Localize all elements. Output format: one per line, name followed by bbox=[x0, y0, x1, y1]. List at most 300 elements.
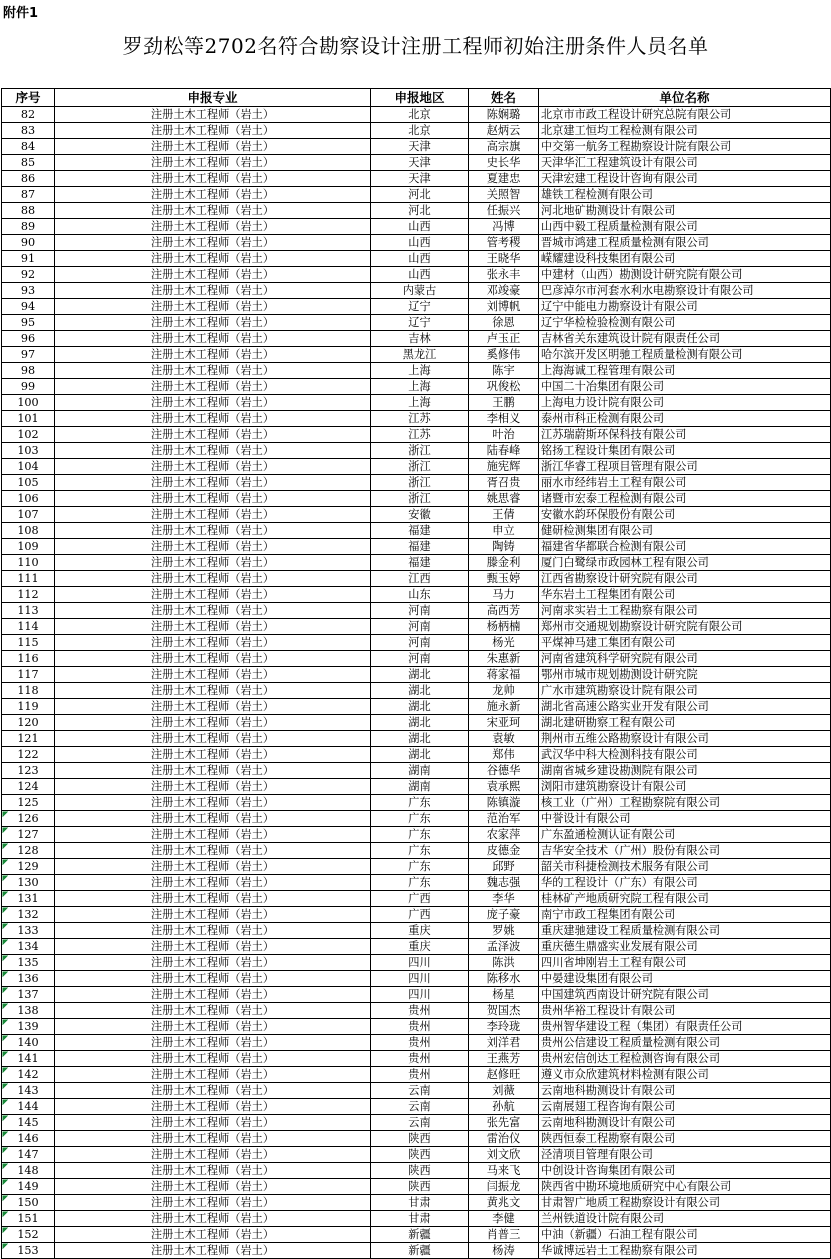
row-index: 105 bbox=[2, 475, 55, 491]
row-organization: 吉华安全技术（广州）股份有限公司 bbox=[539, 843, 831, 859]
table-row bbox=[2, 1019, 831, 1035]
row-organization: 中交第一航务工程勘察设计院有限公司 bbox=[539, 139, 831, 155]
row-organization: 贵州智华建设工程（集团）有限责任公司 bbox=[539, 1019, 831, 1035]
row-index: 137 bbox=[2, 987, 55, 1003]
table-row bbox=[2, 747, 831, 763]
row-specialty: 注册土木工程师（岩土） bbox=[55, 379, 371, 395]
row-index: 139 bbox=[2, 1019, 55, 1035]
row-specialty: 注册土木工程师（岩土） bbox=[55, 315, 371, 331]
row-organization: 甘肃智广地质工程勘察设计有限公司 bbox=[539, 1195, 831, 1211]
table-row bbox=[2, 571, 831, 587]
row-person-name: 刘文欣 bbox=[469, 1147, 539, 1163]
row-specialty: 注册土木工程师（岩土） bbox=[55, 1163, 371, 1179]
row-organization: 辽宁华检检验检测有限公司 bbox=[539, 315, 831, 331]
row-region: 陕西 bbox=[371, 1147, 469, 1163]
row-region: 上海 bbox=[371, 379, 469, 395]
row-index: 103 bbox=[2, 443, 55, 459]
row-index: 106 bbox=[2, 491, 55, 507]
table-row bbox=[2, 923, 831, 939]
row-specialty: 注册土木工程师（岩土） bbox=[55, 971, 371, 987]
row-region: 广东 bbox=[371, 795, 469, 811]
row-organization: 中建材（山西）勘测设计研究院有限公司 bbox=[539, 267, 831, 283]
row-index: 135 bbox=[2, 955, 55, 971]
row-region: 新疆 bbox=[371, 1243, 469, 1259]
row-specialty: 注册土木工程师（岩土） bbox=[55, 603, 371, 619]
row-person-name: 叶治 bbox=[469, 427, 539, 443]
table-row bbox=[2, 1147, 831, 1163]
row-person-name: 杨柄楠 bbox=[469, 619, 539, 635]
row-organization: 嵘耀建设科技集团有限公司 bbox=[539, 251, 831, 267]
row-index: 109 bbox=[2, 539, 55, 555]
row-organization: 郑州市交通规划勘察设计研究院有限公司 bbox=[539, 619, 831, 635]
table-row bbox=[2, 1099, 831, 1115]
row-specialty: 注册土木工程师（岩土） bbox=[55, 827, 371, 843]
row-organization: 巴彦淖尔市河套水利水电勘察设计有限公司 bbox=[539, 283, 831, 299]
row-region: 广西 bbox=[371, 891, 469, 907]
row-index: 107 bbox=[2, 507, 55, 523]
table-row bbox=[2, 907, 831, 923]
document-title: 罗劲松等2702名符合勘察设计注册工程师初始注册条件人员名单 bbox=[122, 34, 709, 58]
row-specialty: 注册土木工程师（岩土） bbox=[55, 411, 371, 427]
row-index: 127 bbox=[2, 827, 55, 843]
row-specialty: 注册土木工程师（岩土） bbox=[55, 619, 371, 635]
row-organization: 北京建工恒均工程检测有限公司 bbox=[539, 123, 831, 139]
table-header-row bbox=[2, 89, 831, 107]
row-person-name: 胥召贵 bbox=[469, 475, 539, 491]
row-person-name: 罗姚 bbox=[469, 923, 539, 939]
table-row bbox=[2, 971, 831, 987]
row-organization: 湖南省城乡建设勘测院有限公司 bbox=[539, 763, 831, 779]
row-organization: 陕西省中勘环境地质研究中心有限公司 bbox=[539, 1179, 831, 1195]
row-specialty: 注册土木工程师（岩土） bbox=[55, 187, 371, 203]
row-region: 河南 bbox=[371, 619, 469, 635]
row-region: 陕西 bbox=[371, 1179, 469, 1195]
row-region: 山西 bbox=[371, 219, 469, 235]
row-region: 广西 bbox=[371, 907, 469, 923]
row-specialty: 注册土木工程师（岩土） bbox=[55, 107, 371, 123]
table-row bbox=[2, 299, 831, 315]
row-specialty: 注册土木工程师（岩土） bbox=[55, 171, 371, 187]
row-person-name: 李健 bbox=[469, 1211, 539, 1227]
row-organization: 天津宏建工程设计咨询有限公司 bbox=[539, 171, 831, 187]
row-person-name: 王燕芳 bbox=[469, 1051, 539, 1067]
row-organization: 四川省坤刚岩土工程有限公司 bbox=[539, 955, 831, 971]
row-region: 新疆 bbox=[371, 1227, 469, 1243]
row-person-name: 肖普三 bbox=[469, 1227, 539, 1243]
row-specialty: 注册土木工程师（岩土） bbox=[55, 555, 371, 571]
table-row bbox=[2, 1163, 831, 1179]
row-organization: 浏阳市建筑勘察设计有限公司 bbox=[539, 779, 831, 795]
row-person-name: 施永新 bbox=[469, 699, 539, 715]
row-organization: 铭扬工程设计集团有限公司 bbox=[539, 443, 831, 459]
row-organization: 辽宁中能电力勘察设计有限公司 bbox=[539, 299, 831, 315]
row-index: 121 bbox=[2, 731, 55, 747]
row-index: 94 bbox=[2, 299, 55, 315]
row-region: 河北 bbox=[371, 203, 469, 219]
row-region: 湖南 bbox=[371, 779, 469, 795]
row-person-name: 李玲珑 bbox=[469, 1019, 539, 1035]
row-organization: 厦门白鹭绿市政园林工程有限公司 bbox=[539, 555, 831, 571]
table-row bbox=[2, 363, 831, 379]
table-row bbox=[2, 251, 831, 267]
row-person-name: 任振兴 bbox=[469, 203, 539, 219]
row-organization: 上海海诚工程管理有限公司 bbox=[539, 363, 831, 379]
row-region: 北京 bbox=[371, 107, 469, 123]
row-index: 114 bbox=[2, 619, 55, 635]
row-specialty: 注册土木工程师（岩土） bbox=[55, 587, 371, 603]
row-specialty: 注册土木工程师（岩土） bbox=[55, 715, 371, 731]
row-index: 84 bbox=[2, 139, 55, 155]
row-organization: 武汉华中科大检测科技有限公司 bbox=[539, 747, 831, 763]
row-index: 99 bbox=[2, 379, 55, 395]
row-organization: 核工业（广州）工程勘察院有限公司 bbox=[539, 795, 831, 811]
row-organization: 中晏建设集团有限公司 bbox=[539, 971, 831, 987]
column-header-index: 序号 bbox=[2, 89, 55, 107]
row-specialty: 注册土木工程师（岩土） bbox=[55, 203, 371, 219]
row-specialty: 注册土木工程师（岩土） bbox=[55, 155, 371, 171]
table-row bbox=[2, 459, 831, 475]
row-person-name: 陆春峰 bbox=[469, 443, 539, 459]
row-index: 110 bbox=[2, 555, 55, 571]
row-organization: 江苏瑞蔚斯环保科技有限公司 bbox=[539, 427, 831, 443]
table-row bbox=[2, 171, 831, 187]
row-index: 140 bbox=[2, 1035, 55, 1051]
row-region: 河南 bbox=[371, 635, 469, 651]
row-index: 147 bbox=[2, 1147, 55, 1163]
row-index: 133 bbox=[2, 923, 55, 939]
row-index: 82 bbox=[2, 107, 55, 123]
table-row bbox=[2, 1227, 831, 1243]
row-person-name: 赵修旺 bbox=[469, 1067, 539, 1083]
row-person-name: 徐恩 bbox=[469, 315, 539, 331]
row-specialty: 注册土木工程师（岩土） bbox=[55, 139, 371, 155]
table-row bbox=[2, 843, 831, 859]
row-organization: 湖北建研勘察工程有限公司 bbox=[539, 715, 831, 731]
row-specialty: 注册土木工程师（岩土） bbox=[55, 939, 371, 955]
row-specialty: 注册土木工程师（岩土） bbox=[55, 571, 371, 587]
row-organization: 陕西恒泰工程勘察有限公司 bbox=[539, 1131, 831, 1147]
table-row bbox=[2, 139, 831, 155]
table-body bbox=[2, 107, 831, 1259]
row-specialty: 注册土木工程师（岩土） bbox=[55, 1211, 371, 1227]
row-person-name: 马来飞 bbox=[469, 1163, 539, 1179]
column-header-region: 申报地区 bbox=[371, 89, 469, 107]
row-region: 吉林 bbox=[371, 331, 469, 347]
row-region: 广东 bbox=[371, 843, 469, 859]
row-person-name: 陈宇 bbox=[469, 363, 539, 379]
table-row bbox=[2, 1083, 831, 1099]
table-row bbox=[2, 347, 831, 363]
table-row bbox=[2, 827, 831, 843]
row-index: 124 bbox=[2, 779, 55, 795]
row-organization: 诸暨市宏泰工程检测有限公司 bbox=[539, 491, 831, 507]
row-organization: 福建省华都联合检测有限公司 bbox=[539, 539, 831, 555]
row-specialty: 注册土木工程师（岩土） bbox=[55, 731, 371, 747]
row-specialty: 注册土木工程师（岩土） bbox=[55, 251, 371, 267]
row-person-name: 卢玉正 bbox=[469, 331, 539, 347]
row-person-name: 王倩 bbox=[469, 507, 539, 523]
row-specialty: 注册土木工程师（岩土） bbox=[55, 843, 371, 859]
row-region: 云南 bbox=[371, 1099, 469, 1115]
row-specialty: 注册土木工程师（岩土） bbox=[55, 1227, 371, 1243]
row-organization: 中国二十冶集团有限公司 bbox=[539, 379, 831, 395]
row-region: 湖北 bbox=[371, 747, 469, 763]
row-specialty: 注册土木工程师（岩土） bbox=[55, 459, 371, 475]
row-specialty: 注册土木工程师（岩土） bbox=[55, 763, 371, 779]
row-region: 浙江 bbox=[371, 443, 469, 459]
row-specialty: 注册土木工程师（岩土） bbox=[55, 891, 371, 907]
row-specialty: 注册土木工程师（岩土） bbox=[55, 475, 371, 491]
table-row bbox=[2, 859, 831, 875]
row-index: 97 bbox=[2, 347, 55, 363]
row-person-name: 邱野 bbox=[469, 859, 539, 875]
table-row bbox=[2, 155, 831, 171]
row-index: 138 bbox=[2, 1003, 55, 1019]
row-specialty: 注册土木工程师（岩土） bbox=[55, 283, 371, 299]
row-region: 浙江 bbox=[371, 491, 469, 507]
row-index: 146 bbox=[2, 1131, 55, 1147]
row-index: 85 bbox=[2, 155, 55, 171]
row-specialty: 注册土木工程师（岩土） bbox=[55, 1179, 371, 1195]
row-region: 浙江 bbox=[371, 475, 469, 491]
row-index: 150 bbox=[2, 1195, 55, 1211]
table-row bbox=[2, 443, 831, 459]
table-row bbox=[2, 891, 831, 907]
row-organization: 贵州公信建设工程质量检测有限公司 bbox=[539, 1035, 831, 1051]
row-index: 98 bbox=[2, 363, 55, 379]
row-region: 山东 bbox=[371, 587, 469, 603]
row-organization: 韶关市科捷检测技术服务有限公司 bbox=[539, 859, 831, 875]
table-row bbox=[2, 491, 831, 507]
row-index: 145 bbox=[2, 1115, 55, 1131]
row-region: 贵州 bbox=[371, 1003, 469, 1019]
row-person-name: 王晓华 bbox=[469, 251, 539, 267]
row-specialty: 注册土木工程师（岩土） bbox=[55, 395, 371, 411]
row-specialty: 注册土木工程师（岩土） bbox=[55, 795, 371, 811]
row-person-name: 农家萍 bbox=[469, 827, 539, 843]
row-specialty: 注册土木工程师（岩土） bbox=[55, 507, 371, 523]
row-region: 甘肃 bbox=[371, 1195, 469, 1211]
row-index: 117 bbox=[2, 667, 55, 683]
row-specialty: 注册土木工程师（岩土） bbox=[55, 331, 371, 347]
row-region: 广东 bbox=[371, 811, 469, 827]
table-row bbox=[2, 523, 831, 539]
row-index: 128 bbox=[2, 843, 55, 859]
row-index: 88 bbox=[2, 203, 55, 219]
row-region: 四川 bbox=[371, 955, 469, 971]
table-row bbox=[2, 875, 831, 891]
row-organization: 重庆建驰建设工程质量检测有限公司 bbox=[539, 923, 831, 939]
row-organization: 泰州市科正检测有限公司 bbox=[539, 411, 831, 427]
row-organization: 荆州市五维公路勘察设计有限公司 bbox=[539, 731, 831, 747]
row-organization: 桂林矿产地质研究院工程有限公司 bbox=[539, 891, 831, 907]
row-person-name: 郑伟 bbox=[469, 747, 539, 763]
row-specialty: 注册土木工程师（岩土） bbox=[55, 683, 371, 699]
row-person-name: 龙帅 bbox=[469, 683, 539, 699]
row-organization: 中油（新疆）石油工程有限公司 bbox=[539, 1227, 831, 1243]
row-index: 118 bbox=[2, 683, 55, 699]
row-person-name: 袁敏 bbox=[469, 731, 539, 747]
table-row bbox=[2, 123, 831, 139]
row-specialty: 注册土木工程师（岩土） bbox=[55, 1115, 371, 1131]
row-organization: 吉林省关东建筑设计院有限责任公司 bbox=[539, 331, 831, 347]
row-index: 113 bbox=[2, 603, 55, 619]
row-specialty: 注册土木工程师（岩土） bbox=[55, 779, 371, 795]
row-organization: 中国建筑西南设计研究院有限公司 bbox=[539, 987, 831, 1003]
row-specialty: 注册土木工程师（岩土） bbox=[55, 299, 371, 315]
table-row bbox=[2, 763, 831, 779]
row-person-name: 庞子豪 bbox=[469, 907, 539, 923]
row-person-name: 闫振龙 bbox=[469, 1179, 539, 1195]
row-specialty: 注册土木工程师（岩土） bbox=[55, 987, 371, 1003]
row-specialty: 注册土木工程师（岩土） bbox=[55, 1195, 371, 1211]
row-organization: 河南求实岩土工程勘察有限公司 bbox=[539, 603, 831, 619]
row-specialty: 注册土木工程师（岩土） bbox=[55, 635, 371, 651]
row-specialty: 注册土木工程师（岩土） bbox=[55, 747, 371, 763]
row-index: 95 bbox=[2, 315, 55, 331]
row-organization: 云南地科勘测设计有限公司 bbox=[539, 1115, 831, 1131]
row-person-name: 张永丰 bbox=[469, 267, 539, 283]
row-organization: 南宁市政工程集团有限公司 bbox=[539, 907, 831, 923]
row-index: 100 bbox=[2, 395, 55, 411]
row-specialty: 注册土木工程师（岩土） bbox=[55, 1083, 371, 1099]
row-person-name: 孟泽波 bbox=[469, 939, 539, 955]
row-organization: 云南展翅工程咨询有限公司 bbox=[539, 1099, 831, 1115]
row-region: 浙江 bbox=[371, 459, 469, 475]
row-region: 河南 bbox=[371, 651, 469, 667]
row-specialty: 注册土木工程师（岩土） bbox=[55, 907, 371, 923]
row-region: 天津 bbox=[371, 155, 469, 171]
table-row bbox=[2, 539, 831, 555]
row-index: 96 bbox=[2, 331, 55, 347]
row-index: 93 bbox=[2, 283, 55, 299]
column-header-specialty: 申报专业 bbox=[55, 89, 371, 107]
row-specialty: 注册土木工程师（岩土） bbox=[55, 347, 371, 363]
row-region: 广东 bbox=[371, 875, 469, 891]
table-row bbox=[2, 1243, 831, 1259]
row-organization: 河南省建筑科学研究院有限公司 bbox=[539, 651, 831, 667]
row-organization: 中誉设计有限公司 bbox=[539, 811, 831, 827]
table-row bbox=[2, 1051, 831, 1067]
personnel-table bbox=[1, 88, 831, 1259]
row-specialty: 注册土木工程师（岩土） bbox=[55, 1099, 371, 1115]
table-row bbox=[2, 219, 831, 235]
row-region: 湖北 bbox=[371, 683, 469, 699]
row-person-name: 赵炳云 bbox=[469, 123, 539, 139]
row-person-name: 范治军 bbox=[469, 811, 539, 827]
row-specialty: 注册土木工程师（岩土） bbox=[55, 1035, 371, 1051]
table-row bbox=[2, 315, 831, 331]
row-index: 136 bbox=[2, 971, 55, 987]
row-person-name: 王鹏 bbox=[469, 395, 539, 411]
row-specialty: 注册土木工程师（岩土） bbox=[55, 363, 371, 379]
table-row bbox=[2, 667, 831, 683]
row-index: 148 bbox=[2, 1163, 55, 1179]
row-person-name: 管考稷 bbox=[469, 235, 539, 251]
row-region: 贵州 bbox=[371, 1019, 469, 1035]
row-region: 湖北 bbox=[371, 715, 469, 731]
row-organization: 安徽水韵环保股份有限公司 bbox=[539, 507, 831, 523]
row-organization: 丽水市经纬岩土工程有限公司 bbox=[539, 475, 831, 491]
table-row bbox=[2, 1211, 831, 1227]
table-row bbox=[2, 683, 831, 699]
row-organization: 华的工程设计（广东）有限公司 bbox=[539, 875, 831, 891]
row-index: 111 bbox=[2, 571, 55, 587]
row-person-name: 陶铸 bbox=[469, 539, 539, 555]
row-person-name: 夏建忠 bbox=[469, 171, 539, 187]
row-specialty: 注册土木工程师（岩土） bbox=[55, 1003, 371, 1019]
table-row bbox=[2, 587, 831, 603]
row-index: 89 bbox=[2, 219, 55, 235]
row-index: 91 bbox=[2, 251, 55, 267]
row-organization: 天津华汇工程建筑设计有限公司 bbox=[539, 155, 831, 171]
row-region: 辽宁 bbox=[371, 299, 469, 315]
row-person-name: 贺国杰 bbox=[469, 1003, 539, 1019]
row-region: 贵州 bbox=[371, 1035, 469, 1051]
table-row bbox=[2, 699, 831, 715]
row-organization: 广东盈通检测认证有限公司 bbox=[539, 827, 831, 843]
row-organization: 健研检测集团有限公司 bbox=[539, 523, 831, 539]
table-row bbox=[2, 603, 831, 619]
table-row bbox=[2, 283, 831, 299]
row-specialty: 注册土木工程师（岩土） bbox=[55, 859, 371, 875]
row-index: 142 bbox=[2, 1067, 55, 1083]
row-organization: 山西中毅工程质量检测有限公司 bbox=[539, 219, 831, 235]
row-person-name: 李相义 bbox=[469, 411, 539, 427]
row-organization: 雄铁工程检测有限公司 bbox=[539, 187, 831, 203]
row-organization: 贵州华裕工程设计有限公司 bbox=[539, 1003, 831, 1019]
row-specialty: 注册土木工程师（岩土） bbox=[55, 667, 371, 683]
row-index: 108 bbox=[2, 523, 55, 539]
row-person-name: 袁承熙 bbox=[469, 779, 539, 795]
table-row bbox=[2, 411, 831, 427]
row-organization: 遵义市众欣建筑材料检测有限公司 bbox=[539, 1067, 831, 1083]
row-index: 134 bbox=[2, 939, 55, 955]
table-row bbox=[2, 555, 831, 571]
row-person-name: 孙航 bbox=[469, 1099, 539, 1115]
table-row bbox=[2, 203, 831, 219]
row-person-name: 杨星 bbox=[469, 987, 539, 1003]
table-row bbox=[2, 1179, 831, 1195]
row-index: 122 bbox=[2, 747, 55, 763]
row-person-name: 巩俊松 bbox=[469, 379, 539, 395]
row-organization: 云南地科勘测设计有限公司 bbox=[539, 1083, 831, 1099]
table-row bbox=[2, 379, 831, 395]
table-row bbox=[2, 731, 831, 747]
row-region: 上海 bbox=[371, 363, 469, 379]
row-person-name: 张先富 bbox=[469, 1115, 539, 1131]
row-index: 141 bbox=[2, 1051, 55, 1067]
row-region: 湖北 bbox=[371, 667, 469, 683]
table-row bbox=[2, 795, 831, 811]
row-index: 130 bbox=[2, 875, 55, 891]
row-person-name: 雷治仪 bbox=[469, 1131, 539, 1147]
row-specialty: 注册土木工程师（岩土） bbox=[55, 1147, 371, 1163]
table-row bbox=[2, 955, 831, 971]
row-organization: 华诚博远岩土工程勘察有限公司 bbox=[539, 1243, 831, 1259]
row-region: 天津 bbox=[371, 171, 469, 187]
row-region: 辽宁 bbox=[371, 315, 469, 331]
row-person-name: 邓竣豪 bbox=[469, 283, 539, 299]
row-region: 湖北 bbox=[371, 699, 469, 715]
row-specialty: 注册土木工程师（岩土） bbox=[55, 491, 371, 507]
row-organization: 江西省勘察设计研究院有限公司 bbox=[539, 571, 831, 587]
row-specialty: 注册土木工程师（岩土） bbox=[55, 219, 371, 235]
row-organization: 兰州铁道设计院有限公司 bbox=[539, 1211, 831, 1227]
row-region: 重庆 bbox=[371, 923, 469, 939]
row-index: 152 bbox=[2, 1227, 55, 1243]
row-person-name: 陈移水 bbox=[469, 971, 539, 987]
